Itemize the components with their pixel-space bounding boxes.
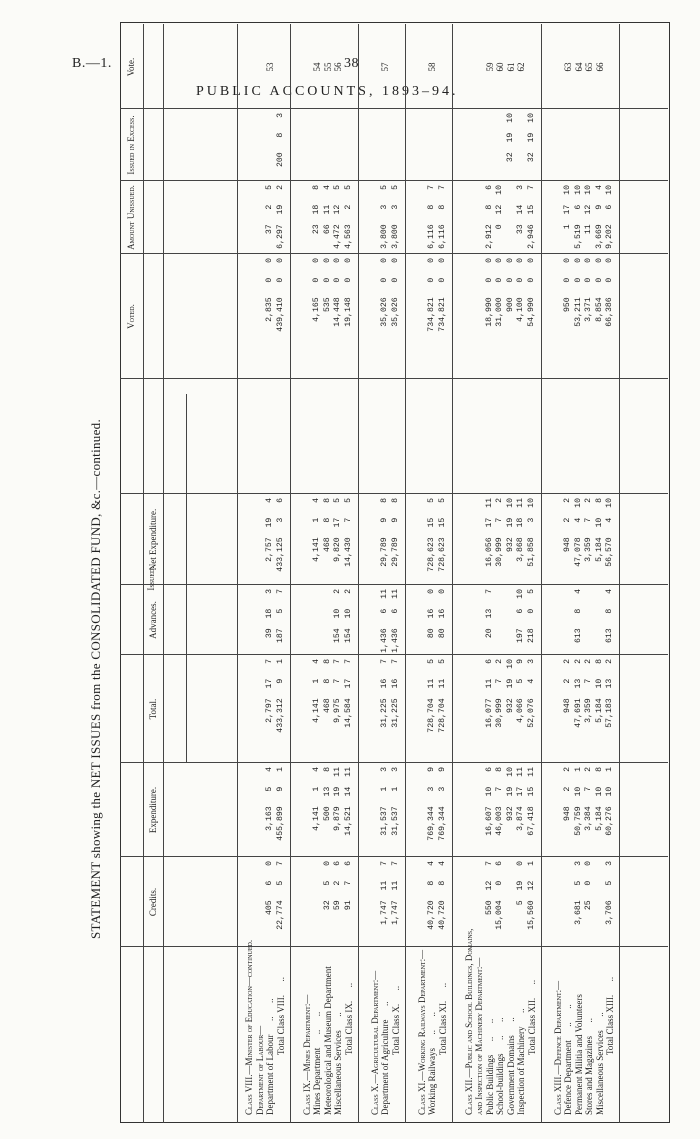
row-cred: 15,560 12 1 xyxy=(526,861,536,930)
row-excess: 32 19 10 xyxy=(505,113,515,163)
header-issued-in-excess: Issued in Excess. xyxy=(126,115,136,175)
row-unissued: 11 12 10 xyxy=(584,185,593,235)
row-voted: 14,448 0 0 xyxy=(333,258,342,327)
row-adv: 1,436 6 11 xyxy=(390,589,400,653)
row-tot: 30,999 7 2 xyxy=(495,659,504,728)
row-unissued: 4,563 2 5 xyxy=(343,185,353,249)
row-tot: 2,797 17 7 xyxy=(265,659,274,723)
row-net: 728,623 15 5 xyxy=(437,498,447,572)
row-voted: 439,410 0 0 xyxy=(275,258,285,332)
row-cred: 1,747 11 7 xyxy=(390,861,400,925)
row-unissued: 66 11 4 xyxy=(322,185,332,235)
row-net: 14,430 7 5 xyxy=(343,498,353,567)
row-unissued: 2,912 8 6 xyxy=(484,185,494,249)
header-net-expenditure: Net Expenditure. xyxy=(148,508,158,571)
row-unissued: 0 12 10 xyxy=(495,185,504,230)
row-unissued: 1 17 10 xyxy=(563,185,572,230)
row-unissued: 23 18 8 xyxy=(312,185,321,235)
statement-title: STATEMENT showing the NET ISSUES from the CONSOLIDATED FUND, &c.—continued. xyxy=(88,418,103,939)
row-tot: 31,225 16 7 xyxy=(390,659,400,728)
row-unissued: 6,297 19 2 xyxy=(275,185,285,249)
row-cred: 25 0 0 xyxy=(584,861,593,911)
rule xyxy=(143,24,144,1123)
row-vote: 58 xyxy=(427,62,437,72)
row-vote: 63 xyxy=(563,62,573,72)
row-voted: 8,854 0 0 xyxy=(594,258,604,322)
row-service: Mines Department .. .. xyxy=(312,1011,322,1115)
row-cred: 405 6 0 xyxy=(265,861,274,916)
row-voted: 19,148 0 0 xyxy=(343,258,353,327)
row-cred: 40,720 8 4 xyxy=(427,861,436,930)
row-tot: 47,691 13 2 xyxy=(573,659,583,728)
row-adv: 154 10 2 xyxy=(343,589,353,644)
rule xyxy=(120,108,668,109)
row-service: Department of Labour— xyxy=(254,1025,265,1115)
row-adv: 187 5 7 xyxy=(275,589,285,644)
row-service: Defence Department .. .. xyxy=(563,1004,573,1115)
row-tot: 4,066 5 9 xyxy=(516,659,525,723)
row-cred: 15,004 0 6 xyxy=(495,861,504,930)
row-service: Class VIII.—Minister of Education—continued. xyxy=(244,939,254,1115)
row-adv: 80 16 0 xyxy=(437,589,447,639)
row-exp: 14,521 14 11 xyxy=(343,767,353,836)
row-unissued: 6,116 8 7 xyxy=(427,185,436,249)
row-exp: 4,141 1 4 xyxy=(312,767,321,831)
row-voted: 18,990 0 0 xyxy=(484,258,494,327)
row-exp: 769,344 3 9 xyxy=(437,767,447,841)
row-unissued: 2,946 15 7 xyxy=(526,185,536,249)
row-voted: 66,386 0 0 xyxy=(605,258,614,327)
rule xyxy=(163,24,164,1123)
row-exp: 3,163 5 4 xyxy=(265,767,274,831)
row-vote: 65 xyxy=(584,62,594,72)
row-vote: 57 xyxy=(380,62,390,72)
row-exp: 31,537 1 3 xyxy=(390,767,400,836)
row-vote: 60 xyxy=(495,62,505,72)
header-voted: Voted. xyxy=(126,304,136,329)
row-cred: 1,747 11 7 xyxy=(380,861,389,925)
row-service: Department of Labour .. .. xyxy=(265,998,275,1115)
row-exp: 948 2 2 xyxy=(563,767,572,822)
row-voted: 31,000 0 0 xyxy=(495,258,504,327)
row-vote: 61 xyxy=(505,62,516,72)
row-adv: 197 6 10 xyxy=(516,589,525,644)
row-voted: 4,165 0 0 xyxy=(312,258,321,322)
row-unissued: 37 2 5 xyxy=(265,185,274,235)
row-net: 29,789 9 8 xyxy=(380,498,389,567)
row-tot: 4,141 1 4 xyxy=(312,659,321,723)
row-service: Total Class XIII. .. xyxy=(605,976,615,1055)
row-vote: 55 xyxy=(322,62,333,72)
row-exp: 46,003 7 8 xyxy=(495,767,504,836)
row-voted: 3,371 0 0 xyxy=(584,258,593,322)
row-service: School-buildings .. .. xyxy=(495,1017,505,1115)
header-credits: Credits. xyxy=(148,887,158,917)
row-voted: 4,100 0 0 xyxy=(516,258,525,322)
row-excess: 200 8 3 xyxy=(275,113,285,168)
header-issued: Issued. xyxy=(146,566,156,591)
row-tot: 31,225 16 7 xyxy=(380,659,389,728)
row-service: Department of Agriculture .. xyxy=(380,1001,390,1115)
row-unissued: 4,472 12 5 xyxy=(333,185,342,249)
row-net: 948 2 2 xyxy=(563,498,572,553)
rule xyxy=(120,493,668,494)
row-vote: 53 xyxy=(265,62,275,72)
row-tot: 948 2 2 xyxy=(563,659,572,714)
row-net: 468 8 8 xyxy=(322,498,332,553)
row-adv: 154 10 2 xyxy=(333,589,342,644)
row-net: 16,056 17 11 xyxy=(484,498,494,567)
row-unissued: 5,519 6 10 xyxy=(573,185,583,249)
row-vote: 54 xyxy=(312,62,322,72)
row-net: 433,125 3 6 xyxy=(275,498,285,572)
row-exp: 500 13 8 xyxy=(322,767,332,822)
row-unissued: 33 14 3 xyxy=(516,185,525,235)
row-adv: 20 13 7 xyxy=(484,589,494,639)
rule xyxy=(186,394,187,763)
row-voted: 950 0 0 xyxy=(563,258,572,313)
row-tot: 433,312 9 1 xyxy=(275,659,285,733)
row-vote: 62 xyxy=(516,62,526,72)
row-service: Class XIII.—Defence Department:— xyxy=(552,980,563,1115)
row-exp: 60,276 10 1 xyxy=(605,767,614,836)
row-cred: 40,720 8 4 xyxy=(437,861,447,930)
row-service: Total Class VIII. .. xyxy=(275,977,286,1055)
header-expenditure: Expenditure. xyxy=(148,786,158,834)
row-voted: 734,821 0 0 xyxy=(437,258,447,332)
row-voted: 53,211 0 0 xyxy=(573,258,583,327)
row-cred: 3,706 5 3 xyxy=(605,861,614,925)
row-vote: 56 xyxy=(333,62,343,72)
row-exp: 3,874 17 11 xyxy=(516,767,525,831)
row-service: Class X.—Agricultural Department:— xyxy=(369,970,380,1115)
row-service: Class IX.—Mines Department:— xyxy=(301,994,312,1115)
row-adv: 613 8 4 xyxy=(605,589,614,644)
row-voted: 2,835 0 0 xyxy=(265,258,274,322)
row-net: 56,570 4 10 xyxy=(605,498,614,567)
row-voted: 35,026 0 0 xyxy=(380,258,389,327)
header-advances: Advances. xyxy=(148,601,158,639)
row-voted: 35,026 0 0 xyxy=(390,258,400,327)
row-exp: 3,384 7 2 xyxy=(584,767,593,831)
page-reference: B.—1. xyxy=(72,56,112,71)
row-service: Miscellaneous Services .. xyxy=(333,1012,343,1115)
row-voted: 734,821 0 0 xyxy=(427,258,436,332)
row-net: 51,858 3 10 xyxy=(526,498,536,567)
row-cred: 3,681 5 3 xyxy=(573,861,583,925)
row-adv: 39 18 3 xyxy=(265,589,274,639)
row-vote: 59 xyxy=(484,62,495,72)
row-unissued: 6,116 8 7 xyxy=(437,185,447,249)
row-service: Public Buildings .. .. xyxy=(484,1018,495,1115)
row-adv: 80 16 0 xyxy=(427,589,436,639)
row-net: 30,999 7 2 xyxy=(495,498,504,567)
row-exp: 5,184 10 8 xyxy=(594,767,604,831)
row-voted: 900 0 0 xyxy=(505,258,515,313)
row-exp: 932 19 10 xyxy=(505,767,515,822)
row-net: 9,820 17 5 xyxy=(333,498,342,562)
row-net: 4,141 1 4 xyxy=(312,498,321,562)
row-service: Class XII.—Public and School Buildings, Domains, xyxy=(463,928,474,1115)
row-net: 5,184 10 8 xyxy=(594,498,604,562)
row-unissued: 9,202 6 10 xyxy=(605,185,614,249)
header-total: Total. xyxy=(148,698,158,720)
row-net: 3,359 7 2 xyxy=(584,498,593,562)
row-service: Government Domains .. xyxy=(505,1017,516,1115)
row-service: Working Railways .. .. xyxy=(427,1011,437,1115)
row-tot: 468 8 8 xyxy=(322,659,332,714)
row-adv: 218 0 5 xyxy=(526,589,536,644)
row-net: 2,757 19 4 xyxy=(265,498,274,562)
row-exp: 31,537 1 3 xyxy=(380,767,389,836)
row-tot: 16,077 11 6 xyxy=(484,659,494,728)
header-vote: Vote. xyxy=(126,57,136,77)
row-cred: 59 2 6 xyxy=(333,861,342,911)
row-tot: 9,975 7 7 xyxy=(333,659,342,723)
row-tot: 728,704 11 5 xyxy=(437,659,447,733)
row-service: Miscellaneous Services .. xyxy=(594,1012,605,1115)
row-cred: 22,774 5 7 xyxy=(275,861,285,930)
row-exp: 67,418 15 11 xyxy=(526,767,536,836)
row-cred: 550 12 7 xyxy=(484,861,494,916)
row-service: Meteorological and Museum Department xyxy=(322,966,333,1115)
row-tot: 932 19 10 xyxy=(505,659,515,714)
row-net: 932 19 10 xyxy=(505,498,515,553)
row-voted: 54,990 0 0 xyxy=(526,258,536,327)
rule xyxy=(120,180,668,181)
row-service: Total Class X. .. xyxy=(390,985,401,1055)
row-vote: 66 xyxy=(594,62,605,72)
row-cred: 32 5 0 xyxy=(322,861,332,911)
row-service: and Inspection of Machinery Department:— xyxy=(474,957,484,1115)
row-net: 3,868 18 11 xyxy=(516,498,525,562)
row-adv: 613 8 4 xyxy=(573,589,583,644)
row-adv: 1,436 6 11 xyxy=(380,589,389,653)
row-service: Class XI.—Working Railways Department:— xyxy=(416,949,427,1115)
row-service: Permanent Militia and Volunteers xyxy=(573,994,584,1115)
row-cred: 5 19 0 xyxy=(516,861,525,906)
row-service: Total Class XI. .. xyxy=(437,982,448,1055)
row-tot: 14,584 17 7 xyxy=(343,659,353,728)
row-exp: 455,899 9 1 xyxy=(275,767,285,841)
row-exp: 9,879 19 11 xyxy=(333,767,342,831)
row-tot: 52,076 4 3 xyxy=(526,659,536,728)
page-number: 38 xyxy=(344,56,359,71)
row-voted: 535 0 0 xyxy=(322,258,332,313)
page-title: PUBLIC ACCOUNTS, 1893–94. xyxy=(196,84,459,99)
row-net: 47,078 4 10 xyxy=(573,498,583,567)
row-net: 728,623 15 5 xyxy=(427,498,436,572)
header-amount-unissued: Amount Unissued. xyxy=(126,185,136,250)
rule xyxy=(452,24,453,1123)
row-excess: 32 19 10 xyxy=(526,113,536,163)
rule xyxy=(358,24,359,1123)
row-unissued: 3,800 3 5 xyxy=(390,185,400,249)
row-tot: 728,704 11 5 xyxy=(427,659,436,733)
row-service: Total Class XII. .. xyxy=(526,979,537,1055)
row-service: Stores and Magazines .. xyxy=(584,1018,594,1115)
row-exp: 769,344 3 9 xyxy=(427,767,436,841)
row-tot: 5,184 10 8 xyxy=(594,659,604,723)
row-unissued: 3,669 9 4 xyxy=(594,185,604,249)
row-cred: 91 7 6 xyxy=(343,861,353,911)
row-vote: 64 xyxy=(573,62,584,72)
rule xyxy=(619,24,620,1123)
rule xyxy=(541,24,542,1123)
row-exp: 50,759 10 1 xyxy=(573,767,583,836)
row-service: Total Class IX. .. xyxy=(343,982,354,1055)
rule xyxy=(405,24,406,1123)
row-tot: 3,359 7 2 xyxy=(584,659,593,723)
row-service: Inspection of Machinery .. xyxy=(516,1008,526,1115)
rule xyxy=(237,24,238,1123)
row-unissued: 3,800 3 5 xyxy=(380,185,389,249)
row-exp: 16,607 10 6 xyxy=(484,767,494,836)
row-net: 29,789 9 8 xyxy=(390,498,400,567)
rule xyxy=(290,24,291,1123)
row-tot: 57,183 13 2 xyxy=(605,659,614,728)
